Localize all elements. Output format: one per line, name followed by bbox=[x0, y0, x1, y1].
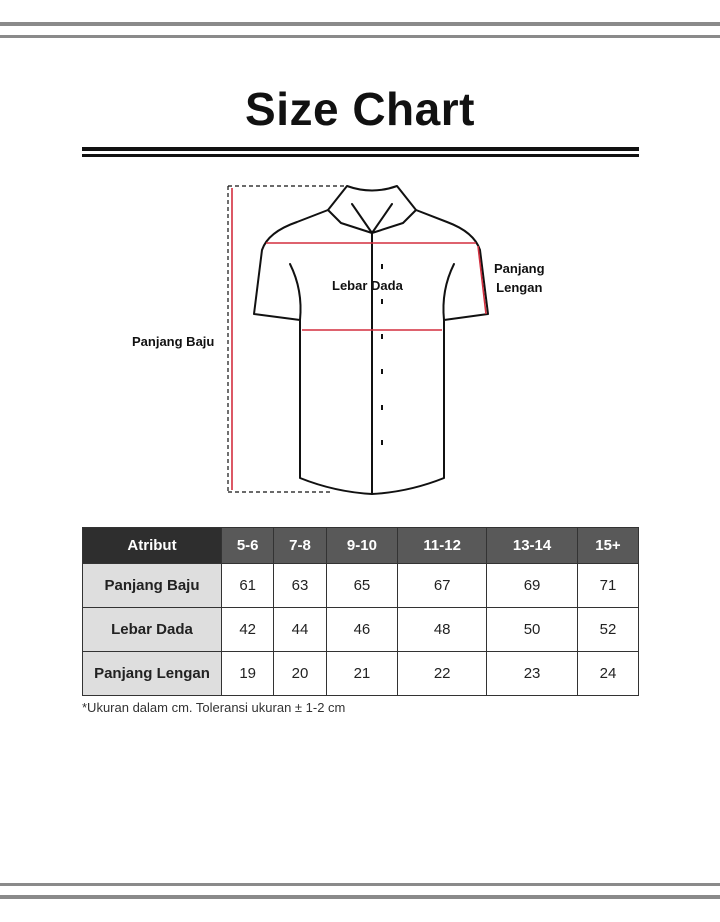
table-cell: 19 bbox=[222, 652, 274, 696]
table-cell: 71 bbox=[577, 564, 638, 608]
table-cell: 24 bbox=[577, 652, 638, 696]
row-label: Lebar Dada bbox=[83, 608, 222, 652]
table-cell: 21 bbox=[326, 652, 398, 696]
table-cell: 50 bbox=[487, 608, 578, 652]
table-cell: 52 bbox=[577, 608, 638, 652]
label-chest-width: Lebar Dada bbox=[332, 278, 403, 293]
table-cell: 61 bbox=[222, 564, 274, 608]
measurement-lines bbox=[232, 188, 486, 490]
header-size: 15+ bbox=[577, 528, 638, 564]
header-attribute: Atribut bbox=[83, 528, 222, 564]
header-size: 9-10 bbox=[326, 528, 398, 564]
header-size: 13-14 bbox=[487, 528, 578, 564]
header-size: 11-12 bbox=[398, 528, 487, 564]
table-cell: 20 bbox=[274, 652, 326, 696]
label-sleeve-line2: Lengan bbox=[496, 280, 543, 295]
label-sleeve-length bbox=[494, 259, 545, 297]
bottom-border-line-inner bbox=[0, 883, 720, 886]
measurement-guides bbox=[228, 186, 346, 492]
table-cell: 65 bbox=[326, 564, 398, 608]
table-cell: 22 bbox=[398, 652, 487, 696]
table-cell: 67 bbox=[398, 564, 487, 608]
size-table bbox=[82, 527, 639, 696]
table-cell: 46 bbox=[326, 608, 398, 652]
table-row bbox=[83, 608, 639, 652]
header-size: 5-6 bbox=[222, 528, 274, 564]
header-size: 7-8 bbox=[274, 528, 326, 564]
bottom-border-line bbox=[0, 895, 720, 899]
label-sleeve-line1: Panjang bbox=[494, 261, 545, 276]
table-cell: 44 bbox=[274, 608, 326, 652]
table-cell: 42 bbox=[222, 608, 274, 652]
tolerance-note: *Ukuran dalam cm. Toleransi ukuran ± 1-2 cm bbox=[82, 700, 346, 715]
table-cell: 23 bbox=[487, 652, 578, 696]
table-cell: 48 bbox=[398, 608, 487, 652]
page-title: Size Chart bbox=[245, 83, 475, 135]
row-label: Panjang Lengan bbox=[83, 652, 222, 696]
table-row bbox=[83, 564, 639, 608]
size-table-header bbox=[83, 528, 639, 564]
row-label: Panjang Baju bbox=[83, 564, 222, 608]
shirt-outline bbox=[254, 186, 488, 494]
table-row bbox=[83, 652, 639, 696]
table-cell: 63 bbox=[274, 564, 326, 608]
label-body-length: Panjang Baju bbox=[132, 334, 215, 349]
table-cell: 69 bbox=[487, 564, 578, 608]
